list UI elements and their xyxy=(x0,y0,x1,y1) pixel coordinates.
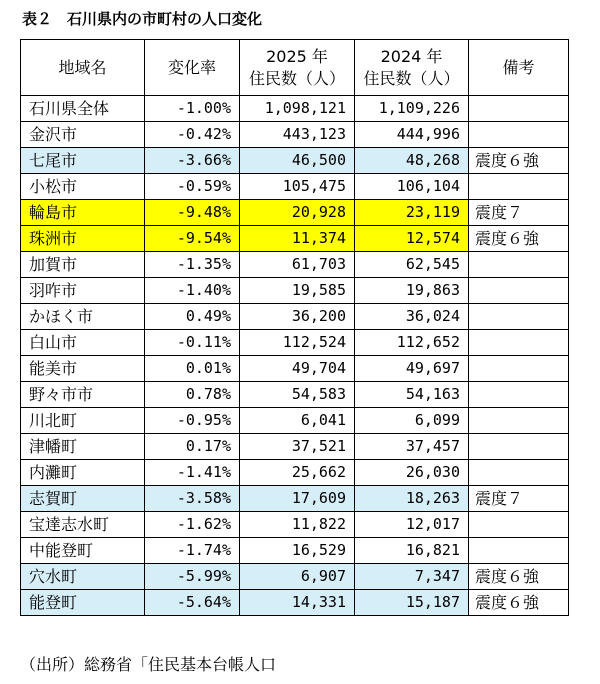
cell-population-2025: 6,041 xyxy=(240,408,355,434)
cell-note: 震度７ xyxy=(469,486,569,512)
header-2024 xyxy=(355,40,469,96)
cell-note xyxy=(469,174,569,200)
cell-change-rate: -1.41% xyxy=(145,460,240,486)
cell-population-2025: 37,521 xyxy=(240,434,355,460)
table-row xyxy=(21,278,569,304)
cell-population-2025: 61,703 xyxy=(240,252,355,278)
cell-change-rate: -1.35% xyxy=(145,252,240,278)
cell-region-name: 志賀町 xyxy=(21,486,145,512)
cell-region-name: かほく市 xyxy=(21,304,145,330)
table-title: 表２ 石川県内の市町村の人口変化 xyxy=(22,10,263,28)
cell-change-rate: 0.01% xyxy=(145,356,240,382)
cell-population-2024: 15,187 xyxy=(355,590,469,616)
table-row xyxy=(21,538,569,564)
cell-note xyxy=(469,96,569,122)
cell-population-2024: 6,099 xyxy=(355,408,469,434)
cell-region-name: 白山市 xyxy=(21,330,145,356)
cell-change-rate: -3.66% xyxy=(145,148,240,174)
cell-note xyxy=(469,356,569,382)
cell-region-name: 能登町 xyxy=(21,590,145,616)
cell-note xyxy=(469,434,569,460)
cell-change-rate: 0.49% xyxy=(145,304,240,330)
cell-note xyxy=(469,122,569,148)
cell-population-2024: 62,545 xyxy=(355,252,469,278)
cell-population-2024: 54,163 xyxy=(355,382,469,408)
cell-note xyxy=(469,330,569,356)
cell-note xyxy=(469,278,569,304)
cell-change-rate: -0.42% xyxy=(145,122,240,148)
cell-population-2025: 11,374 xyxy=(240,226,355,252)
table-row xyxy=(21,226,569,252)
cell-region-name: 宝達志水町 xyxy=(21,512,145,538)
table-row xyxy=(21,330,569,356)
table-row xyxy=(21,356,569,382)
cell-note: 震度６強 xyxy=(469,148,569,174)
cell-change-rate: -9.48% xyxy=(145,200,240,226)
cell-population-2024: 48,268 xyxy=(355,148,469,174)
cell-note: 震度６強 xyxy=(469,564,569,590)
cell-population-2024: 37,457 xyxy=(355,434,469,460)
cell-population-2024: 16,821 xyxy=(355,538,469,564)
cell-population-2024: 112,652 xyxy=(355,330,469,356)
cell-population-2024: 12,574 xyxy=(355,226,469,252)
cell-population-2025: 17,609 xyxy=(240,486,355,512)
cell-population-2025: 11,822 xyxy=(240,512,355,538)
cell-change-rate: 0.78% xyxy=(145,382,240,408)
cell-change-rate: -0.95% xyxy=(145,408,240,434)
cell-population-2024: 23,119 xyxy=(355,200,469,226)
cell-change-rate: -0.59% xyxy=(145,174,240,200)
cell-population-2025: 6,907 xyxy=(240,564,355,590)
cell-population-2024: 26,030 xyxy=(355,460,469,486)
header-rate: 変化率 xyxy=(145,40,240,96)
cell-population-2025: 49,704 xyxy=(240,356,355,382)
table-row xyxy=(21,252,569,278)
cell-note xyxy=(469,408,569,434)
cell-region-name: 穴水町 xyxy=(21,564,145,590)
cell-region-name: 珠洲市 xyxy=(21,226,145,252)
cell-region-name: 津幡町 xyxy=(21,434,145,460)
cell-population-2025: 112,524 xyxy=(240,330,355,356)
cell-population-2025: 19,585 xyxy=(240,278,355,304)
cell-note: 震度７ xyxy=(469,200,569,226)
cell-population-2024: 49,697 xyxy=(355,356,469,382)
cell-change-rate: -5.64% xyxy=(145,590,240,616)
table-row xyxy=(21,486,569,512)
cell-note xyxy=(469,460,569,486)
cell-note: 震度６強 xyxy=(469,590,569,616)
header-2025-label: 住民数（人） xyxy=(248,68,345,88)
cell-note xyxy=(469,382,569,408)
table-row xyxy=(21,200,569,226)
cell-population-2025: 105,475 xyxy=(240,174,355,200)
cell-note: 震度６強 xyxy=(469,226,569,252)
cell-change-rate: -3.58% xyxy=(145,486,240,512)
cell-change-rate: -0.11% xyxy=(145,330,240,356)
cell-region-name: 輪島市 xyxy=(21,200,145,226)
cell-population-2024: 444,996 xyxy=(355,122,469,148)
cell-change-rate: -9.54% xyxy=(145,226,240,252)
cell-note xyxy=(469,538,569,564)
table-row xyxy=(21,460,569,486)
cell-region-name: 石川県全体 xyxy=(21,96,145,122)
cell-region-name: 金沢市 xyxy=(21,122,145,148)
cell-change-rate: 0.17% xyxy=(145,434,240,460)
cell-change-rate: -1.00% xyxy=(145,96,240,122)
cell-region-name: 七尾市 xyxy=(21,148,145,174)
cell-population-2025: 25,662 xyxy=(240,460,355,486)
table-row xyxy=(21,96,569,122)
table-row xyxy=(21,382,569,408)
cell-population-2025: 54,583 xyxy=(240,382,355,408)
cell-region-name: 加賀市 xyxy=(21,252,145,278)
header-2025 xyxy=(240,40,355,96)
cell-change-rate: -5.99% xyxy=(145,564,240,590)
header-row xyxy=(21,40,569,96)
cell-population-2025: 46,500 xyxy=(240,148,355,174)
table-row xyxy=(21,174,569,200)
cell-population-2024: 106,104 xyxy=(355,174,469,200)
header-2024-label: 住民数（人） xyxy=(363,68,460,88)
cell-change-rate: -1.62% xyxy=(145,512,240,538)
table-row xyxy=(21,590,569,616)
cell-note xyxy=(469,304,569,330)
cell-region-name: 中能登町 xyxy=(21,538,145,564)
source-note: （出所）総務省「住民基本台帳人口 xyxy=(20,655,277,674)
cell-population-2025: 20,928 xyxy=(240,200,355,226)
table-row xyxy=(21,512,569,538)
table-row xyxy=(21,304,569,330)
cell-region-name: 野々市市 xyxy=(21,382,145,408)
cell-change-rate: -1.40% xyxy=(145,278,240,304)
cell-region-name: 内灘町 xyxy=(21,460,145,486)
cell-population-2024: 7,347 xyxy=(355,564,469,590)
cell-region-name: 川北町 xyxy=(21,408,145,434)
header-2024-year: 2024 年 xyxy=(380,46,443,66)
header-region: 地域名 xyxy=(21,40,145,96)
table-row xyxy=(21,564,569,590)
table-row xyxy=(21,408,569,434)
cell-population-2024: 18,263 xyxy=(355,486,469,512)
cell-change-rate: -1.74% xyxy=(145,538,240,564)
cell-population-2025: 1,098,121 xyxy=(240,96,355,122)
cell-population-2025: 16,529 xyxy=(240,538,355,564)
cell-region-name: 羽咋市 xyxy=(21,278,145,304)
cell-population-2024: 1,109,226 xyxy=(355,96,469,122)
cell-population-2024: 12,017 xyxy=(355,512,469,538)
header-2025-year: 2025 年 xyxy=(266,46,328,66)
cell-population-2025: 443,123 xyxy=(240,122,355,148)
population-table xyxy=(20,39,569,616)
cell-region-name: 能美市 xyxy=(21,356,145,382)
table-row xyxy=(21,148,569,174)
cell-note xyxy=(469,512,569,538)
header-note: 備考 xyxy=(469,40,569,96)
cell-population-2024: 36,024 xyxy=(355,304,469,330)
cell-region-name: 小松市 xyxy=(21,174,145,200)
table-row xyxy=(21,122,569,148)
cell-population-2024: 19,863 xyxy=(355,278,469,304)
cell-population-2025: 36,200 xyxy=(240,304,355,330)
cell-note xyxy=(469,252,569,278)
cell-population-2025: 14,331 xyxy=(240,590,355,616)
table-row xyxy=(21,434,569,460)
